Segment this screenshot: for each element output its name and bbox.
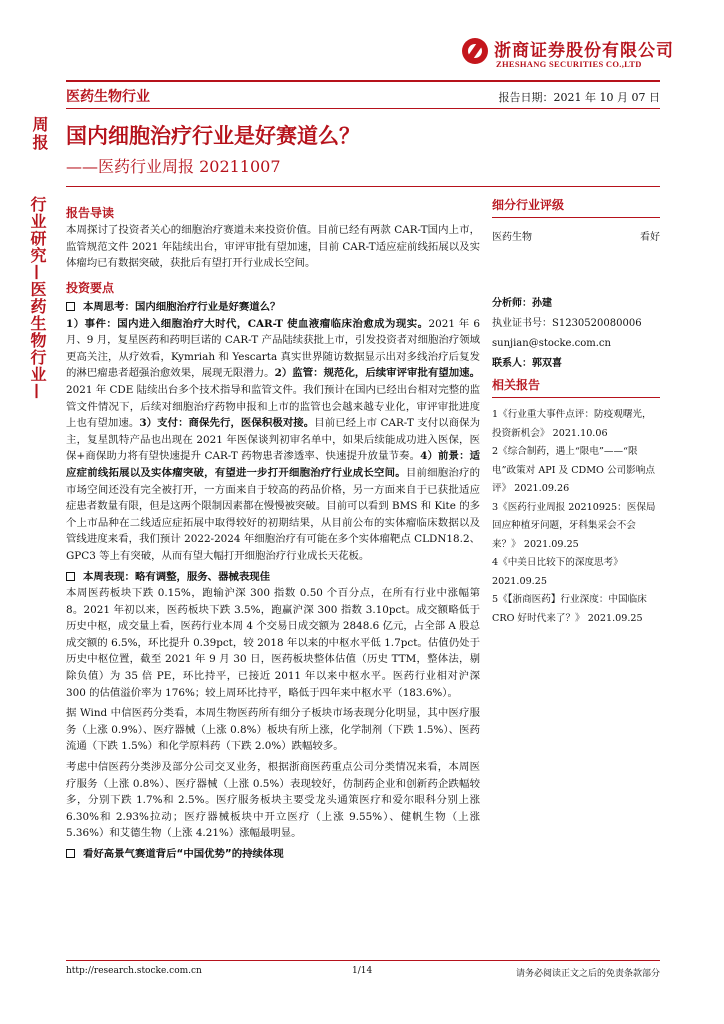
analyst-name: 分析师：孙建 [492,298,552,309]
page-number: 1/14 [352,966,373,976]
report-date: 报告日期：2021 年 10 月 07 日 [498,91,660,104]
points-body [66,299,480,863]
analyst-license: 执业证书号：S1230520080006 [492,318,642,329]
side-label-category: 行业研究—医药生物行业— [28,196,47,400]
bullet-box-icon [66,302,75,311]
footer-disclaimer: 请务必阅读正文之后的免责条款部分 [515,969,660,979]
related-item[interactable]: 1《行业重大事件点评：防疫观曙光，投资新机会》 2021.10.06 [492,409,652,439]
bullet-outlook: 看好高景气赛道背后“中国优势”的持续体现 [66,846,480,863]
related-item[interactable]: 3《医药行业周报 20210925：医保局回应种植牙问题，牙科集采会不会来？》 2021.09.25 [492,501,656,550]
rating-rule [492,217,660,218]
paragraph-zheshang: 考虑中信医药分类涉及部分公司交叉业务，根据浙商医药重点公司分类情况来看，本周医疗服务（上涨 0.8%）、医疗器械（上涨 0.5%）表现较好，仿制药企业和创新药企跌幅较多，分别下跌 1.7%和 2.5%。医疗服务板块主要受龙头通策医疗和爱尔眼科分别上涨 6.30%和 2.93%拉动；医疗器械板块中开立医疗（上涨 9.55%）、健帆生物（上涨 5.36%）和艾德生物（上涨 4.21%）涨幅最明显。 [66,761,480,840]
bullet-box-icon [66,849,75,858]
event-lead: 1）事件：国内进入细胞治疗大时代，CAR-T 使血液瘤临床治愈成为现实。 [66,317,429,330]
footer-url-link[interactable]: http://research.stocke.com.cn [66,966,202,976]
page-title: 国内细胞治疗行业是好赛道么？ [66,124,360,148]
title-rule [66,186,660,187]
related-list [492,406,660,628]
header-subrule [66,108,660,109]
paragraph-performance: 本周医药板块下跌 0.15%，跑输沪深 300 指数 0.50 个百分点，在所有行业中涨幅第 8。2021 年初以来，医药板块下跌 3.5%，跑赢沪深 300 指数 3.10pct。成交额略低于历史中枢，成交量上看，医药行业本周 4 个交易日成交额为 2848.6 亿元，占全部 A 股总成交额的 6.5%，环比提升 0.39pct，较 2018 年以来的中枢水平低 1.7pct。估值仍处于历史中枢位置，截至 2021 年 9 月 30 日，医药板块整体估值（历史 TTM，整体法，剔除负值）为 35 倍 PE，环比持平，已接近 2011 年以来中枢水平。医药行业相对沪深 300 的估值溢价率为 176%；较上周环比持平，略低于四年来中枢水平（183.6%）。 [66,587,480,699]
bullet-weekly-performance: 本周表现：略有调整，服务、器械表现佳 [66,569,480,586]
side-label-type: 周报 [30,116,49,152]
logo-mark-icon [462,38,488,64]
related-reports-panel [492,376,660,628]
paragraph-thought: 1）事件：国内进入细胞治疗大时代，CAR-T 使血液瘤临床治愈成为现实。2021 年 6 月、9 月，复星医药和药明巨诺的 CAR-T 产品陆续获批上市，引发投资者对细胞治疗领域更高关注，从疗效看，Kymriah 和 Yescarta 真实世界随访数据显示出对多线治疗后复发的淋巴瘤患者超强治愈效果，展现无限潜力。2）监管：规范化，后续审评审批有望加速。2021 年 CDE 陆续出台多个技术指导和监管文件。我们预计在国内已经出台相对完整的监管文件情况下，后续对细胞治疗药物申报和上市的监管也会越来越专业化，审评审批进度上也有望加速。3）支付：商保先行，医保积极对接。目前已经上市 CAR-T 支付以商保为主，复星凯特产品也出现在 2021 年医保谈判初审名单中，如果后续能成功进入医保，医保+商保助力将有望快速提升 CAR-T 药物患者渗透率、快速提升放量节奏。4）前景：适应症前线拓展以及实体瘤突破，有望进一步打开细胞治疗行业成长空间。目前细胞治疗的市场空间还没有完全被打开，一方面来自于较高的药品价格，另一方面来自于已获批适应症患者数量有限，但是这两个限制因素都在慢慢被突破。目前可以看到 BMS 和 Kite 的多个上市品种在二线适应症拓展中取得较好的初期结果，从目前公布的实体瘤临床数据以及管线进度来看，我们预计 2022-2024 年细胞治疗有可能在多个实体瘤靶点 CLDN18.2、GPC3 等上有突破，从而有望大幅打开细胞治疗行业成长天花板。 [66,317,481,562]
bullet-weekly-thought: 本周思考：国内细胞治疗行业是好赛道么？ [66,299,480,316]
logo-cn-text: 浙商证券股份有限公司 [494,41,674,61]
guide-text: 本周探讨了投资者关心的细胞治疗赛道未来投资价值。目前已经有两款 CAR-T国内上市，监管规范文件 2021 年陆续出台，审评审批有望加速，目前 CAR-T适应症前线拓展以及实体瘤均已有数据突破，获批后有望打开行业成长空间。 [66,224,480,270]
bullet-box-icon [66,572,75,581]
rating-value: 看好 [640,232,660,243]
rating-row [492,228,660,243]
industry-label: 医药生物行业 [66,89,150,105]
contact-person: 联系人：郭双喜 [492,358,562,369]
related-item[interactable]: 4《中美日比较下的深度思考》 2021.09.25 [492,557,623,587]
related-item[interactable]: 2《综合制药，遇上“限电”——“限电”政策对 API 及 CDMO 公司影响点评》 2021.09.26 [492,446,655,494]
rating-heading: 细分行业评级 [492,198,565,212]
rating-panel [492,196,660,243]
logo-en-text: ZHESHANG SECURITIES CO.,LTD [496,59,642,69]
related-item[interactable]: 5《【浙商医药】行业深度：中国临床 CRO 好时代来了？》 2021.09.25 [492,594,647,624]
analyst-email[interactable]: sunjian@stocke.com.cn [492,338,611,349]
guide-heading: 报告导读 [66,206,115,220]
related-heading: 相关报告 [492,378,541,392]
rating-sector: 医药生物 [492,232,532,243]
analyst-panel [492,294,660,374]
company-logo [462,36,674,76]
footer-rule [66,960,660,961]
related-rule [492,397,660,398]
page-subtitle: ——医药行业周报 20211007 [66,157,281,176]
paragraph-wind: 据 Wind 中信医药分类看，本周生物医药所有细分子板块市场表现分化明显，其中医疗服务（上涨 0.9%）、医疗器械（上涨 0.8%）板块有所上涨，化学制剂（下跌 1.5%）、医药流通（下跌 1.5%）和化学原料药（下跌 2.0%）跌幅较多。 [66,707,480,753]
header-rule [66,80,660,82]
points-heading: 投资要点 [66,281,115,295]
